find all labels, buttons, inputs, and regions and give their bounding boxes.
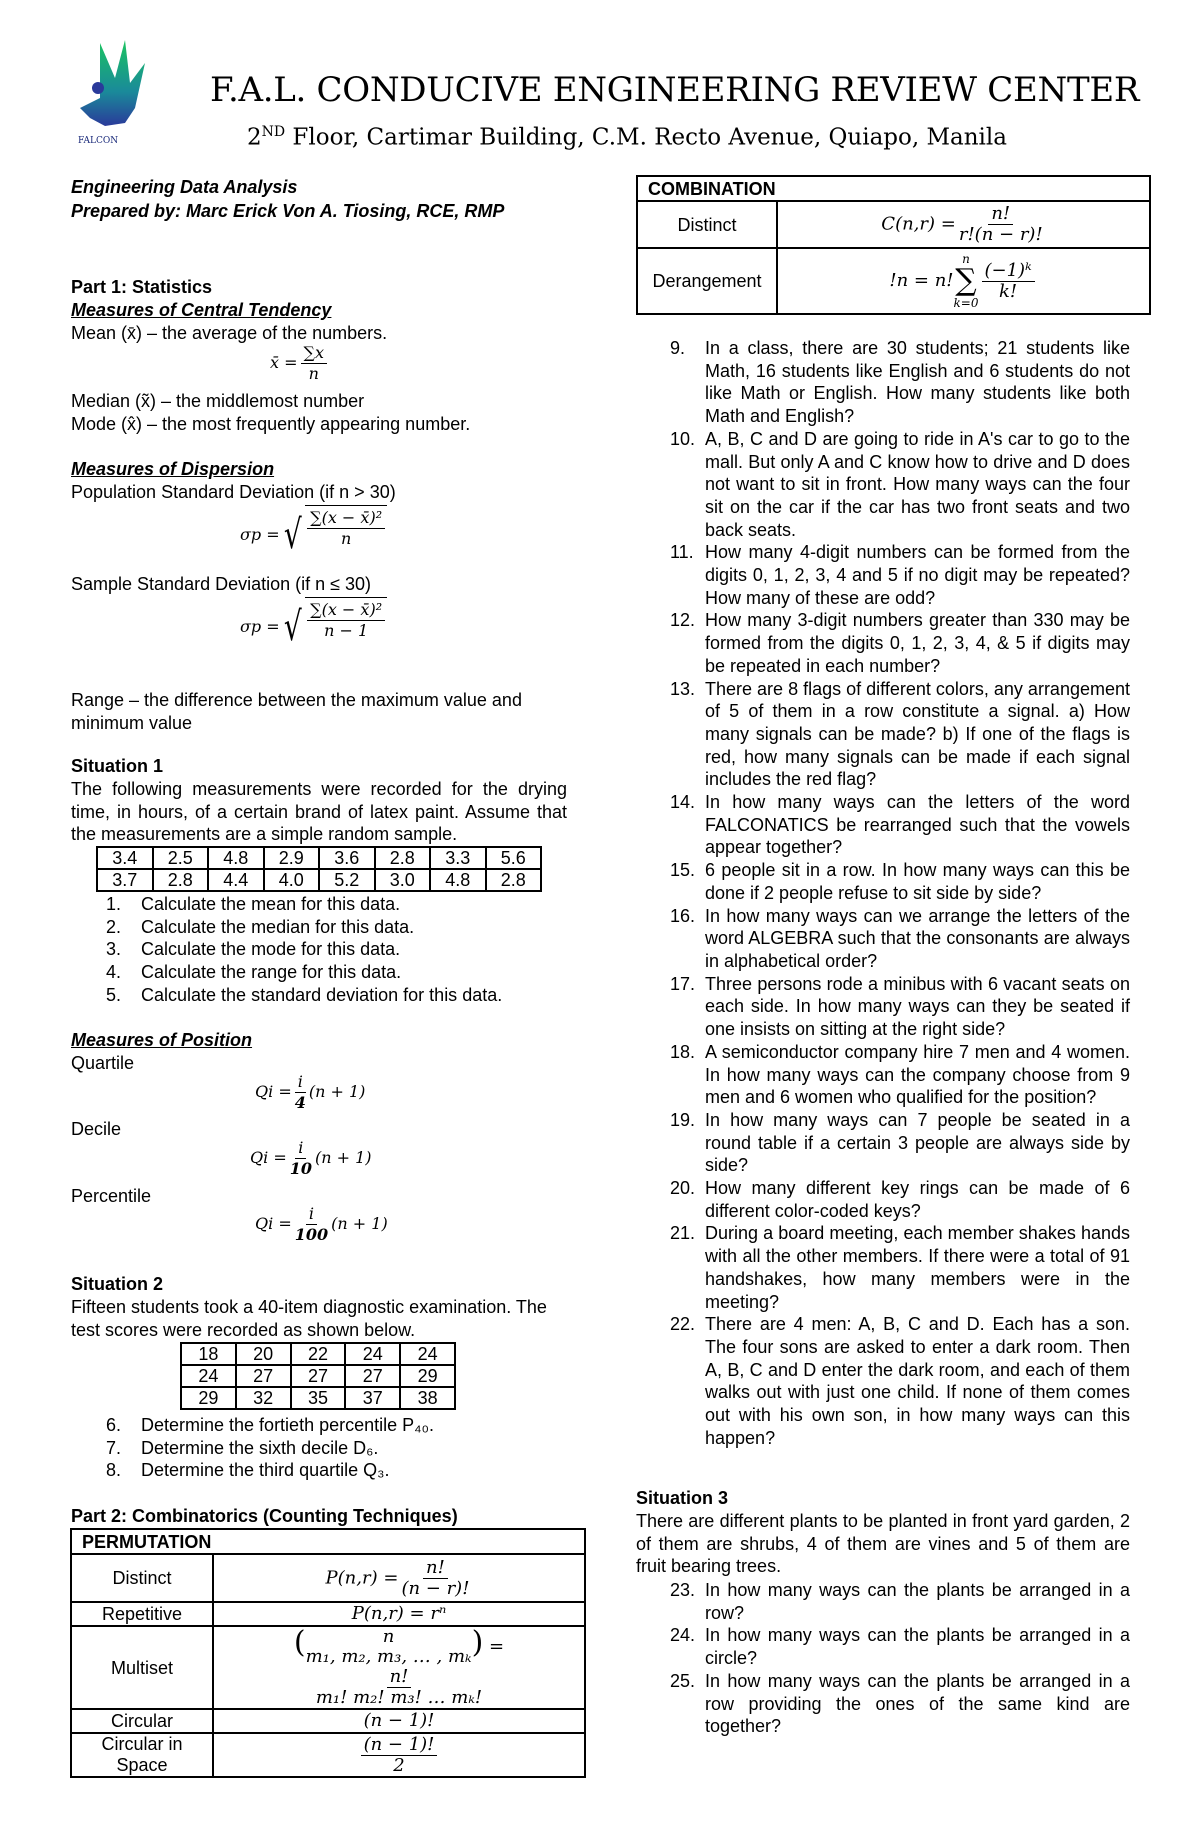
table-cell: 3.7: [97, 869, 153, 891]
sample-sd-label: Sample Standard Deviation (if n ≤ 30): [71, 574, 372, 594]
percentile-formula: [255, 1204, 388, 1245]
dispersion-heading: Measures of Dispersion: [71, 459, 275, 479]
question-number: 5.: [106, 984, 122, 1005]
table-cell: 18: [181, 1343, 236, 1365]
question-number: 6.: [106, 1415, 122, 1435]
central-tendency-heading: Measures of Central Tendency: [71, 300, 332, 320]
table-row: [181, 1387, 455, 1409]
formula-denominator: 100: [294, 1225, 329, 1244]
question-text: Three persons rode a minibus with 6 vacant seats on each side. In how many ways can they be seated if one insists on sitting at the right side?: [705, 973, 1130, 1040]
center-address: [247, 118, 1007, 152]
question-number: 19.: [670, 1109, 696, 1130]
question-item: [670, 1579, 1130, 1624]
question-item: [106, 893, 566, 916]
formula-lhs: Qi =: [255, 1082, 292, 1102]
question-item: [670, 1313, 1130, 1449]
question-number: 18.: [670, 1041, 696, 1062]
question-list: [670, 1579, 1130, 1738]
table-cell: 3.4: [97, 847, 153, 869]
formula-tail: (n + 1): [308, 1082, 366, 1102]
circular-space-permutation-formula: [213, 1733, 585, 1777]
question-text: There are 4 men: A, B, C and D. Each has a son. The four sons are asked to enter a dark room. Then A, B, C and D enter the dark room, and each of them walks out with just one child. If none of them comes out with his own son, in how many ways can this happen?: [705, 1314, 1130, 1448]
mode-definition: Mode (x̂) – the most frequently appearing number.: [71, 414, 471, 434]
table-cell: 2.9: [264, 847, 320, 869]
table-cell: 5.6: [486, 847, 542, 869]
formula-numerator: n!: [423, 1558, 448, 1579]
question-number: 21.: [670, 1223, 696, 1244]
subject: Engineering Data Analysis: [71, 177, 298, 197]
question-number: 14.: [670, 792, 696, 813]
question-number: 15.: [670, 860, 696, 881]
formula-bottom: m₁, m₂, m₃, … , mₖ: [305, 1646, 472, 1667]
question-text: In how many ways can the plants be arranged in a circle?: [705, 1625, 1130, 1669]
row-label: Distinct: [71, 1554, 213, 1602]
table-row: [97, 847, 541, 869]
formula-top: n: [382, 1626, 395, 1647]
table-cell: 27: [345, 1365, 400, 1387]
question-number: 7.: [106, 1437, 122, 1458]
question-text: Calculate the mean for this data.: [141, 894, 401, 914]
question-item: [670, 541, 1130, 609]
table-row: [181, 1365, 455, 1387]
situation3-text: There are different plants to be planted in front yard garden, 2 of them are shrubs, 4 of them are vines and 5 of them are fruit bearing trees.: [636, 1511, 1130, 1577]
question-text: Calculate the median for this data.: [141, 916, 415, 937]
row-label: Derangement: [637, 248, 777, 314]
formula-denominator: m₁! m₂! m₃! … mₖ!: [315, 1687, 483, 1708]
table-cell: 4.4: [208, 869, 264, 891]
question-text: There are 8 flags of different colors, any arrangement of 5 of them in a row constitute a signal. a) How many signals can be made? b) If one of the flags is red, how many signals can be made if each signal includes the red flag?: [705, 678, 1130, 790]
question-text: Calculate the mode for this data.: [141, 939, 401, 960]
formula-denominator: k!: [999, 280, 1018, 302]
address-text: Floor, Cartimar Building, C.M. Recto Avenue, Quiapo, Manila: [285, 124, 1007, 151]
question-number: 24.: [670, 1625, 696, 1646]
decile-label: Decile: [71, 1119, 122, 1139]
question-number: 8.: [106, 1460, 122, 1481]
table-cell: 4.0: [264, 869, 320, 891]
quartile-formula: [255, 1072, 365, 1113]
formula-lhs: !n = n!: [889, 270, 954, 291]
question-text: How many different key rings can be made of 6 different color-coded keys?: [705, 1178, 1130, 1221]
formula-denominator: 4: [294, 1093, 306, 1112]
table-cell: 2.8: [153, 869, 209, 891]
table-cell: 29: [181, 1387, 236, 1409]
question-text: How many 3-digit numbers greater than 330 may be formed from the digits 0, 1, 2, 3, 4, & 5 if digits may be repeated in each number?: [705, 610, 1130, 676]
table-cell: 24: [400, 1343, 455, 1365]
formula-numerator: (−1)ᵏ: [982, 261, 1035, 282]
table-cell: 2.5: [153, 847, 209, 869]
question-number: 1.: [106, 894, 122, 914]
formula-lhs: P(n,r) =: [325, 1567, 399, 1588]
question-item: [106, 1459, 566, 1482]
table-cell: 20: [236, 1343, 291, 1365]
floor-suffix: ND: [261, 124, 286, 140]
table-cell: 38: [400, 1387, 455, 1409]
question-number: 3.: [106, 939, 122, 960]
decile-formula: [250, 1138, 372, 1179]
population-sd-formula: σp = √ $\frac{\text{∑(x − x̄)²}}{n}$: [240, 505, 387, 565]
formula-lhs: Qi =: [255, 1214, 292, 1234]
position-heading: Measures of Position: [71, 1030, 253, 1050]
question-item: [670, 1177, 1130, 1222]
table-cell: 3.6: [319, 847, 375, 869]
table-cell: 24: [345, 1343, 400, 1365]
question-number: 20.: [670, 1178, 696, 1199]
table-cell: 5.2: [319, 869, 375, 891]
permutation-table: [70, 1528, 586, 1778]
question-item: [670, 1222, 1130, 1313]
formula-denominator: 2: [393, 1754, 405, 1776]
table-cell: 24: [181, 1365, 236, 1387]
situation1-text: The following measurements were recorded for the drying time, in hours, of a certain brand of latex paint. Assume that the measurements are a simple random sample.: [71, 779, 567, 845]
question-text: Determine the fortieth percentile P₄₀.: [141, 1415, 434, 1435]
multiset-permutation-formula: ( n m₁, m₂, m₃, … , mₖ ) = $\frac{n!}{\text{m₁! m₂! m₃! … mₖ!}}$: [213, 1626, 585, 1709]
table-cell: 35: [291, 1387, 346, 1409]
formula-numerator: (n − 1)!: [361, 1735, 438, 1756]
question-list: [106, 1414, 566, 1482]
question-item: [670, 1670, 1130, 1738]
row-label: Multiset: [71, 1626, 213, 1709]
question-number: 9.: [670, 338, 686, 358]
situation3-title: Situation 3: [636, 1488, 729, 1508]
formula-tail: (n + 1): [331, 1214, 388, 1234]
mean-definition: Mean (x̄) – the average of the numbers.: [71, 323, 388, 343]
question-item: [106, 984, 566, 1007]
table-row: [97, 869, 541, 891]
question-text: Determine the sixth decile D₆.: [141, 1437, 379, 1458]
situation2-text: Fifteen students took a 40-item diagnostic examination. The test scores were recorded as shown below.: [71, 1297, 547, 1340]
table-cell: 22: [291, 1343, 346, 1365]
question-item: [670, 905, 1130, 973]
question-item: [106, 916, 566, 939]
formula-numerator: i: [306, 1204, 317, 1225]
table-cell: 2.8: [486, 869, 542, 891]
sample-sd-formula: σp = √ $\frac{\text{∑(x − x̄)²}}{n - 1}$: [240, 597, 387, 657]
question-number: 16.: [670, 905, 696, 926]
formula-denominator: n − 1: [324, 621, 369, 640]
population-sd-label: Population Standard Deviation (if n > 30): [71, 482, 396, 502]
formula-denominator: n: [340, 529, 352, 548]
question-text: Determine the third quartile Q₃.: [141, 1460, 390, 1481]
question-number: 13.: [670, 678, 696, 699]
question-text: In how many ways can the letters of the word FALCONATICS be rearranged such that the vowels appear together?: [705, 792, 1130, 858]
question-text: Calculate the standard deviation for this data.: [141, 984, 503, 1005]
table-cell: 2.8: [375, 847, 431, 869]
formula-lhs: Qi =: [250, 1148, 287, 1168]
table-cell: 3.3: [430, 847, 486, 869]
question-item: [670, 1109, 1130, 1177]
question-number: 11.: [670, 542, 694, 563]
table-cell: 32: [236, 1387, 291, 1409]
question-item: [670, 1624, 1130, 1669]
repetitive-permutation-formula: P(n,r) = rⁿ: [213, 1602, 585, 1626]
permutation-header: PERMUTATION: [71, 1529, 585, 1554]
question-number: 23.: [670, 1580, 696, 1600]
row-label: Distinct: [637, 201, 777, 248]
part1-title: Part 1: Statistics: [71, 277, 213, 297]
question-text: In how many ways can 7 people be seated in a round table if a certain 3 people are always side by side?: [705, 1109, 1130, 1176]
formula-numerator: ∑(x − x̄)²: [307, 508, 385, 529]
formula-denominator: 10: [289, 1159, 312, 1178]
question-number: 10.: [670, 428, 696, 449]
table-row: [181, 1343, 455, 1365]
formula-lhs: σp =: [240, 524, 280, 544]
formula-denominator: (n − r)!: [401, 1577, 470, 1599]
range-definition: Range – the difference between the maximum value and minimum value: [71, 690, 522, 733]
question-item: [106, 1437, 566, 1460]
sum-upper: n: [962, 252, 970, 266]
question-number: 25.: [670, 1670, 696, 1691]
question-text: A, B, C and D are going to ride in A's car to go to the mall. But only A and C know how to drive and D does not want to sit in front. How many ways can the four sit on the car if the car has two front seats and two back seats.: [705, 428, 1130, 540]
table-cell: 29: [400, 1365, 455, 1387]
median-definition: Median (x̃) – the middlemost number: [71, 391, 365, 411]
question-number: 17.: [670, 973, 696, 994]
derangement-formula: [777, 248, 1150, 314]
formula-numerator: i: [295, 1072, 306, 1093]
center-title: F.A.L. CONDUCIVE ENGINEERING REVIEW CENTER: [210, 70, 1140, 110]
table-cell: 27: [291, 1365, 346, 1387]
question-number: 12.: [670, 610, 696, 631]
table-cell: 4.8: [430, 869, 486, 891]
logo: [70, 38, 160, 148]
question-text: Calculate the range for this data.: [141, 962, 402, 983]
distinct-permutation-formula: [213, 1554, 585, 1602]
formula-numerator: ∑(x − x̄)²: [307, 600, 385, 621]
question-text: In how many ways can we arrange the letters of the word ALGEBRA such that the consonants are always in alphabetical order?: [705, 905, 1130, 971]
quartile-label: Quartile: [71, 1053, 135, 1073]
sum-lower: k=0: [953, 296, 979, 310]
question-text: In how many ways can the plants be arranged in a row providing the ones of the same kind are together?: [705, 1670, 1130, 1737]
combination-header: COMBINATION: [637, 176, 1150, 201]
part2-title: Part 2: Combinatorics (Counting Techniques): [71, 1506, 458, 1526]
row-label: Repetitive: [71, 1602, 213, 1626]
formula-numerator: n!: [387, 1667, 412, 1688]
question-item: [670, 791, 1130, 859]
question-text: A semiconductor company hire 7 men and 4 women. In how many ways can the company choose from 9 men and 6 women who qualified for the position?: [705, 1041, 1130, 1108]
formula-lhs: x̄ =: [270, 353, 298, 373]
percentile-label: Percentile: [71, 1186, 152, 1206]
question-item: [106, 961, 566, 984]
test-scores-table: [180, 1342, 456, 1410]
question-text: In how many ways can the plants be arranged in a row?: [705, 1580, 1130, 1623]
question-list: [106, 893, 566, 1007]
question-list: [670, 337, 1130, 1449]
sigma-icon: ∑: [955, 263, 977, 298]
distinct-combination-formula: [777, 201, 1150, 248]
question-item: [670, 337, 1130, 428]
question-item: [106, 938, 566, 961]
combination-table: [636, 175, 1151, 315]
formula-lhs: σp =: [240, 616, 280, 636]
question-text: How many 4-digit numbers can be formed from the digits 0, 1, 2, 3, 4 and 5 if no digit may be repeated? How many of these are odd?: [705, 542, 1130, 608]
question-number: 4.: [106, 962, 122, 983]
question-text: 6 people sit in a row. In how many ways can this be done if 2 people refuse to sit side by side?: [705, 860, 1130, 903]
question-text: During a board meeting, each member shakes hands with all the other members. If there were a total of 91 handshakes, how many members were in the meeting?: [705, 1223, 1130, 1312]
question-item: [670, 1041, 1130, 1109]
formula-denominator: r!(n − r)!: [958, 224, 1043, 245]
question-item: [670, 609, 1130, 677]
situation1-title: Situation 1: [71, 756, 164, 776]
drying-time-table: [96, 846, 542, 892]
formula-denominator: n: [308, 364, 319, 383]
table-cell: 4.8: [208, 847, 264, 869]
formula-lhs: C(n,r) =: [881, 213, 956, 235]
question-text: In a class, there are 30 students; 21 students like Math, 16 students like English and 6 students do not like Math or English. How many students like both Math and English?: [705, 338, 1130, 427]
row-label: Circular: [71, 1709, 213, 1733]
formula-tail: (n + 1): [315, 1148, 372, 1168]
row-label: Circular in Space: [71, 1733, 213, 1777]
question-item: [670, 973, 1130, 1041]
question-number: 2.: [106, 916, 122, 937]
situation2-title: Situation 2: [71, 1274, 164, 1294]
table-cell: 3.0: [375, 869, 431, 891]
question-item: [670, 859, 1130, 904]
circular-permutation-formula: (n − 1)!: [213, 1709, 585, 1733]
formula-numerator: n!: [988, 204, 1013, 225]
floor-number: 2: [247, 124, 262, 151]
formula-numerator: ∑x: [301, 343, 327, 364]
table-cell: 27: [236, 1365, 291, 1387]
question-number: 22.: [670, 1314, 696, 1335]
prepared-by: Prepared by: Marc Erick Von A. Tiosing, RCE, RMP: [71, 201, 505, 221]
formula-numerator: i: [295, 1138, 306, 1159]
question-item: [670, 678, 1130, 792]
question-item: [106, 1414, 566, 1437]
table-cell: 37: [345, 1387, 400, 1409]
logo-text: FALCON: [78, 136, 119, 146]
question-item: [670, 428, 1130, 542]
mean-formula: [240, 343, 360, 384]
